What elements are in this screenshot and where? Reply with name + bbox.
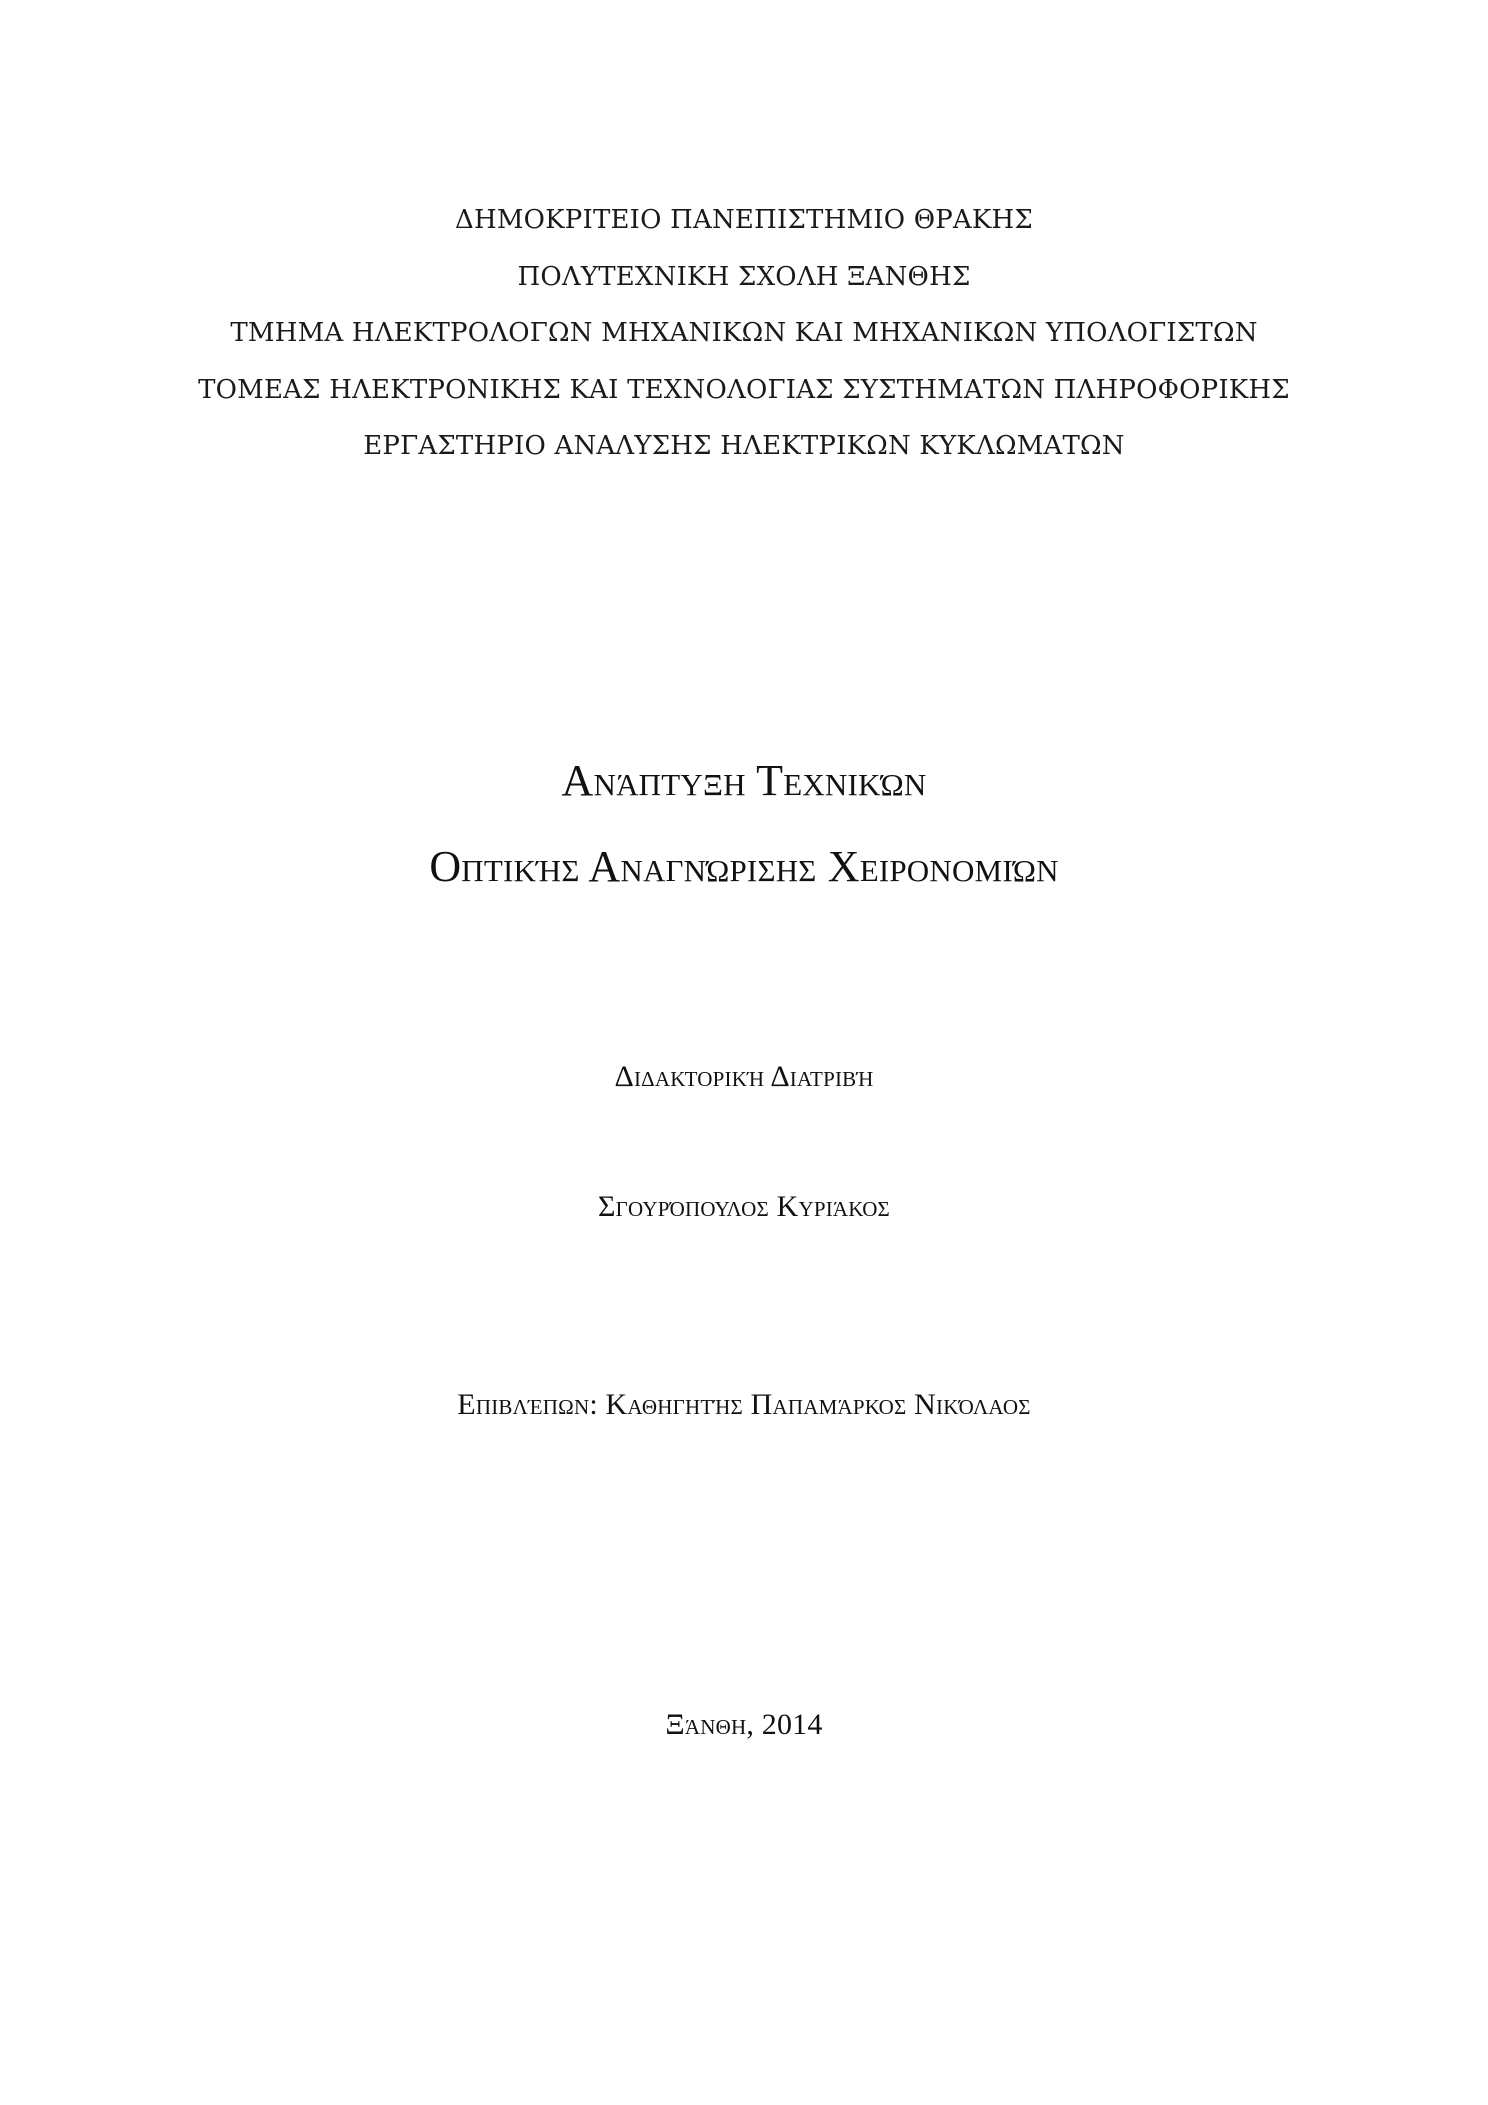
university-name: ΔΗΜΟΚΡΙΤΕΙΟ ΠΑΝΕΠΙΣΤΗΜΙΟ ΘΡΑΚΗΣ bbox=[454, 205, 1033, 235]
department-name: ΤΜΗΜΑ ΗΛΕΚΤΡΟΛΟΓΩΝ ΜΗΧΑΝΙΚΩΝ ΚΑΙ ΜΗΧΑΝΙΚΩΝ ΥΠΟΛΟΓΙΣΤΩΝ bbox=[230, 318, 1258, 348]
author-name: Σγουρόπουλος Κυριάκος bbox=[598, 1190, 890, 1223]
document-type: Διδακτορική Διατριβή bbox=[614, 1060, 874, 1093]
place-and-date: Ξάνθη, 2014 bbox=[665, 1708, 823, 1741]
thesis-title-line-1: Ανάπτυξη Τεχνικών bbox=[561, 756, 927, 805]
sector-name: ΤΟΜΕΑΣ ΗΛΕΚΤΡΟΝΙΚΗΣ ΚΑΙ ΤΕΧΝΟΛΟΓΙΑΣ ΣΥΣΤΗΜΑΤΩΝ ΠΛΗΡΟΦΟΡΙΚΗΣ bbox=[198, 375, 1290, 405]
thesis-title-line-2: Οπτικής Αναγνώρισης Χειρονομιών bbox=[429, 842, 1059, 891]
laboratory-name: ΕΡΓΑΣΤΗΡΙΟ ΑΝΑΛΥΣΗΣ ΗΛΕΚΤΡΙΚΩΝ ΚΥΚΛΩΜΑΤΩΝ bbox=[363, 431, 1125, 461]
school-name: ΠΟΛΥΤΕΧΝΙΚΗ ΣΧΟΛΗ ΞΑΝΘΗΣ bbox=[517, 262, 971, 292]
supervisor: Επιβλέπων: Καθηγητής Παπαμάρκος Νικόλαος bbox=[457, 1388, 1031, 1421]
